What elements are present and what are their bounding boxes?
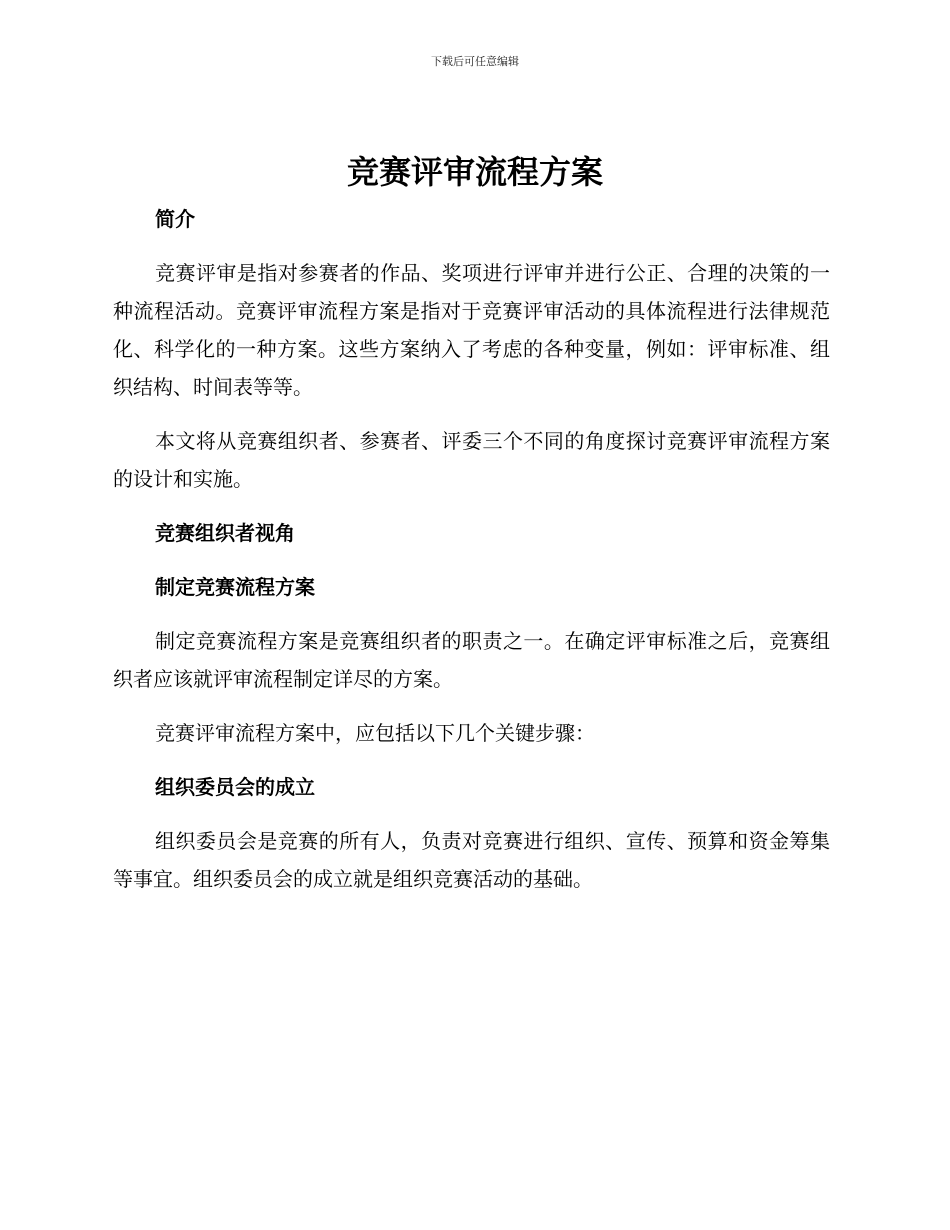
document-body: [113, 200, 830, 914]
paragraph-committee: 组织委员会是竞赛的所有人，负责对竞赛进行组织、宣传、预算和资金筹集等事宜。组织委员会的成立就是组织竞赛活动的基础。: [113, 829, 830, 891]
paragraph-key-steps: 竞赛评审流程方案中，应包括以下几个关键步骤：: [155, 721, 595, 745]
section-heading-organizer-view: 竞赛组织者视角: [155, 521, 295, 545]
paragraph-make-plan: 制定竞赛流程方案是竞赛组织者的职责之一。在确定评审标准之后，竞赛组织者应该就评审流程制定详尽的方案。: [113, 629, 830, 691]
section-heading-committee: 组织委员会的成立: [155, 775, 315, 799]
section-heading-make-plan: 制定竞赛流程方案: [155, 575, 315, 599]
paragraph-intro-definition: 竞赛评审是指对参赛者的作品、奖项进行评审并进行公正、合理的决策的一种流程活动。竞赛评审流程方案是指对于竞赛评审活动的具体流程进行法律规范化、科学化的一种方案。这些方案纳入了考虑的各种变量，例如：评审标准、组织结构、时间表等等。: [113, 261, 830, 399]
paragraph-intro-scope: 本文将从竞赛组织者、参赛者、评委三个不同的角度探讨竞赛评审流程方案的设计和实施。: [113, 429, 830, 491]
section-heading-intro: 简介: [155, 207, 195, 231]
page-header: 下载后可任意编辑: [431, 55, 519, 68]
document-title: 竞赛评审流程方案: [346, 153, 603, 191]
